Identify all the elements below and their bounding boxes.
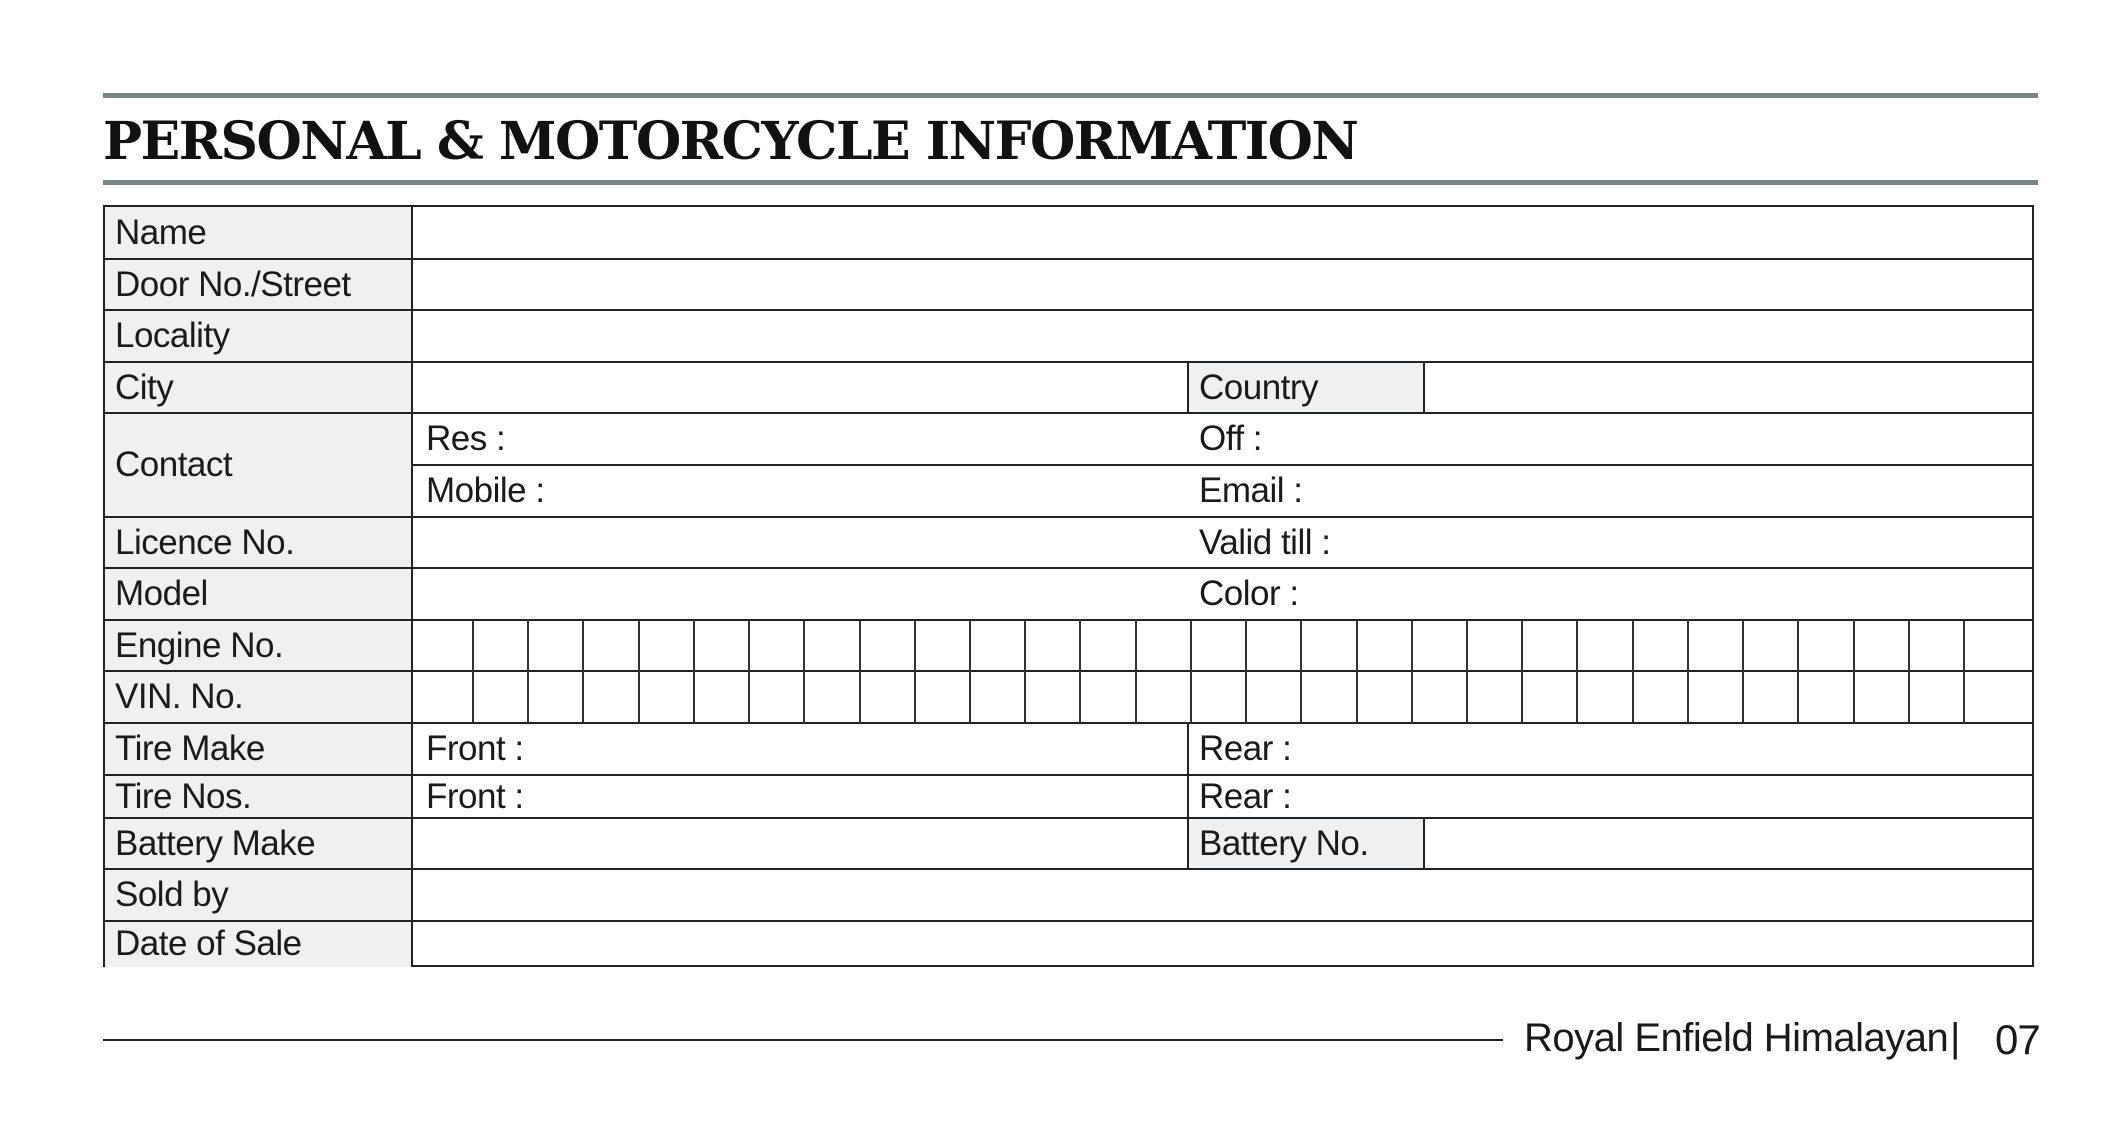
name-label: Name [105, 207, 412, 259]
locality-label: Locality [105, 310, 412, 362]
model-label: Model [105, 568, 412, 620]
vin-no-label: VIN. No. [105, 671, 412, 723]
tire-nos-rear-label: Rear : [1199, 776, 1292, 816]
character-box-divider [638, 620, 640, 723]
row-divider [105, 361, 2032, 363]
character-box-divider [914, 620, 916, 723]
country-label: Country [1189, 362, 1424, 413]
character-box-divider [582, 620, 584, 723]
character-box-divider [1135, 620, 1137, 723]
column-divider [1187, 723, 1189, 869]
footer-brand: Royal Enfield Himalayan [1524, 1016, 1949, 1060]
header-top-rule [103, 93, 2038, 98]
country-field[interactable] [1426, 364, 2032, 411]
character-box-divider [1576, 620, 1578, 723]
character-box-divider [1356, 620, 1358, 723]
tire-make-front-label: Front : [426, 729, 524, 768]
character-box-divider [1797, 620, 1799, 723]
off-label: Off : [1199, 419, 1262, 458]
row-divider [105, 774, 2032, 776]
battery-make-field[interactable] [414, 820, 1187, 867]
character-box-divider [1963, 620, 1965, 723]
row-divider [105, 412, 2032, 414]
character-box-divider [1245, 620, 1247, 723]
character-box-divider [859, 620, 861, 723]
column-divider [1187, 362, 1189, 413]
row-divider [105, 817, 2032, 819]
row-divider [105, 516, 2032, 518]
date-of-sale-label: Date of Sale [105, 921, 412, 967]
res-label: Res : [426, 419, 506, 458]
mobile-label: Mobile : [426, 471, 545, 510]
character-box-divider [1466, 620, 1468, 723]
battery-no-label: Battery No. [1189, 818, 1424, 869]
character-box-divider [1908, 620, 1910, 723]
column-divider [1423, 818, 1425, 869]
color-label: Color : [1199, 574, 1299, 613]
character-box-divider [527, 620, 529, 723]
character-box-divider [1742, 620, 1744, 723]
name-field[interactable] [414, 209, 2032, 257]
information-form [103, 205, 2034, 967]
door-street-label: Door No./Street [105, 259, 412, 310]
character-box-divider [1853, 620, 1855, 723]
door-street-field[interactable] [414, 261, 2032, 308]
character-box-divider [1024, 620, 1026, 723]
column-divider [1423, 362, 1425, 413]
battery-no-field[interactable] [1426, 820, 2032, 867]
page-title: PERSONAL & MOTORCYCLE INFORMATION [103, 111, 1358, 172]
row-divider [105, 258, 2032, 260]
header-bottom-rule [103, 180, 2038, 185]
row-divider [105, 868, 2032, 870]
city-field[interactable] [414, 364, 1187, 411]
character-box-divider [1411, 620, 1413, 723]
label-column-divider [411, 207, 413, 967]
tire-make-label: Tire Make [105, 723, 412, 775]
row-divider [105, 920, 2032, 922]
character-box-divider [803, 620, 805, 723]
character-box-divider [1300, 620, 1302, 723]
city-label: City [105, 362, 412, 413]
engine-no-label: Engine No. [105, 620, 412, 671]
battery-make-label: Battery Make [105, 818, 412, 869]
tire-nos-front-label: Front : [426, 776, 524, 816]
tire-nos-label: Tire Nos. [105, 775, 412, 818]
contact-label: Contact [105, 413, 412, 517]
sold-by-label: Sold by [105, 869, 412, 921]
row-divider [412, 464, 2032, 466]
character-box-divider [969, 620, 971, 723]
tire-make-rear-label: Rear : [1199, 729, 1292, 768]
date-of-sale-field[interactable] [414, 923, 2032, 965]
character-box-divider [1521, 620, 1523, 723]
character-box-divider [1687, 620, 1689, 723]
row-divider [105, 309, 2032, 311]
character-box-divider [1079, 620, 1081, 723]
locality-field[interactable] [414, 312, 2032, 360]
page-number: 07 [1995, 1016, 2040, 1063]
licence-no-label: Licence No. [105, 517, 412, 568]
character-box-divider [472, 620, 474, 723]
footer-separator: | [1950, 1016, 1961, 1060]
valid-till-label: Valid till : [1199, 522, 1331, 562]
footer-rule [103, 1039, 1503, 1041]
character-box-divider [1190, 620, 1192, 723]
character-box-divider [748, 620, 750, 723]
email-label: Email : [1199, 471, 1303, 510]
character-box-divider [693, 620, 695, 723]
row-divider [105, 567, 2032, 569]
character-box-divider [1632, 620, 1634, 723]
sold-by-field[interactable] [414, 871, 2032, 919]
